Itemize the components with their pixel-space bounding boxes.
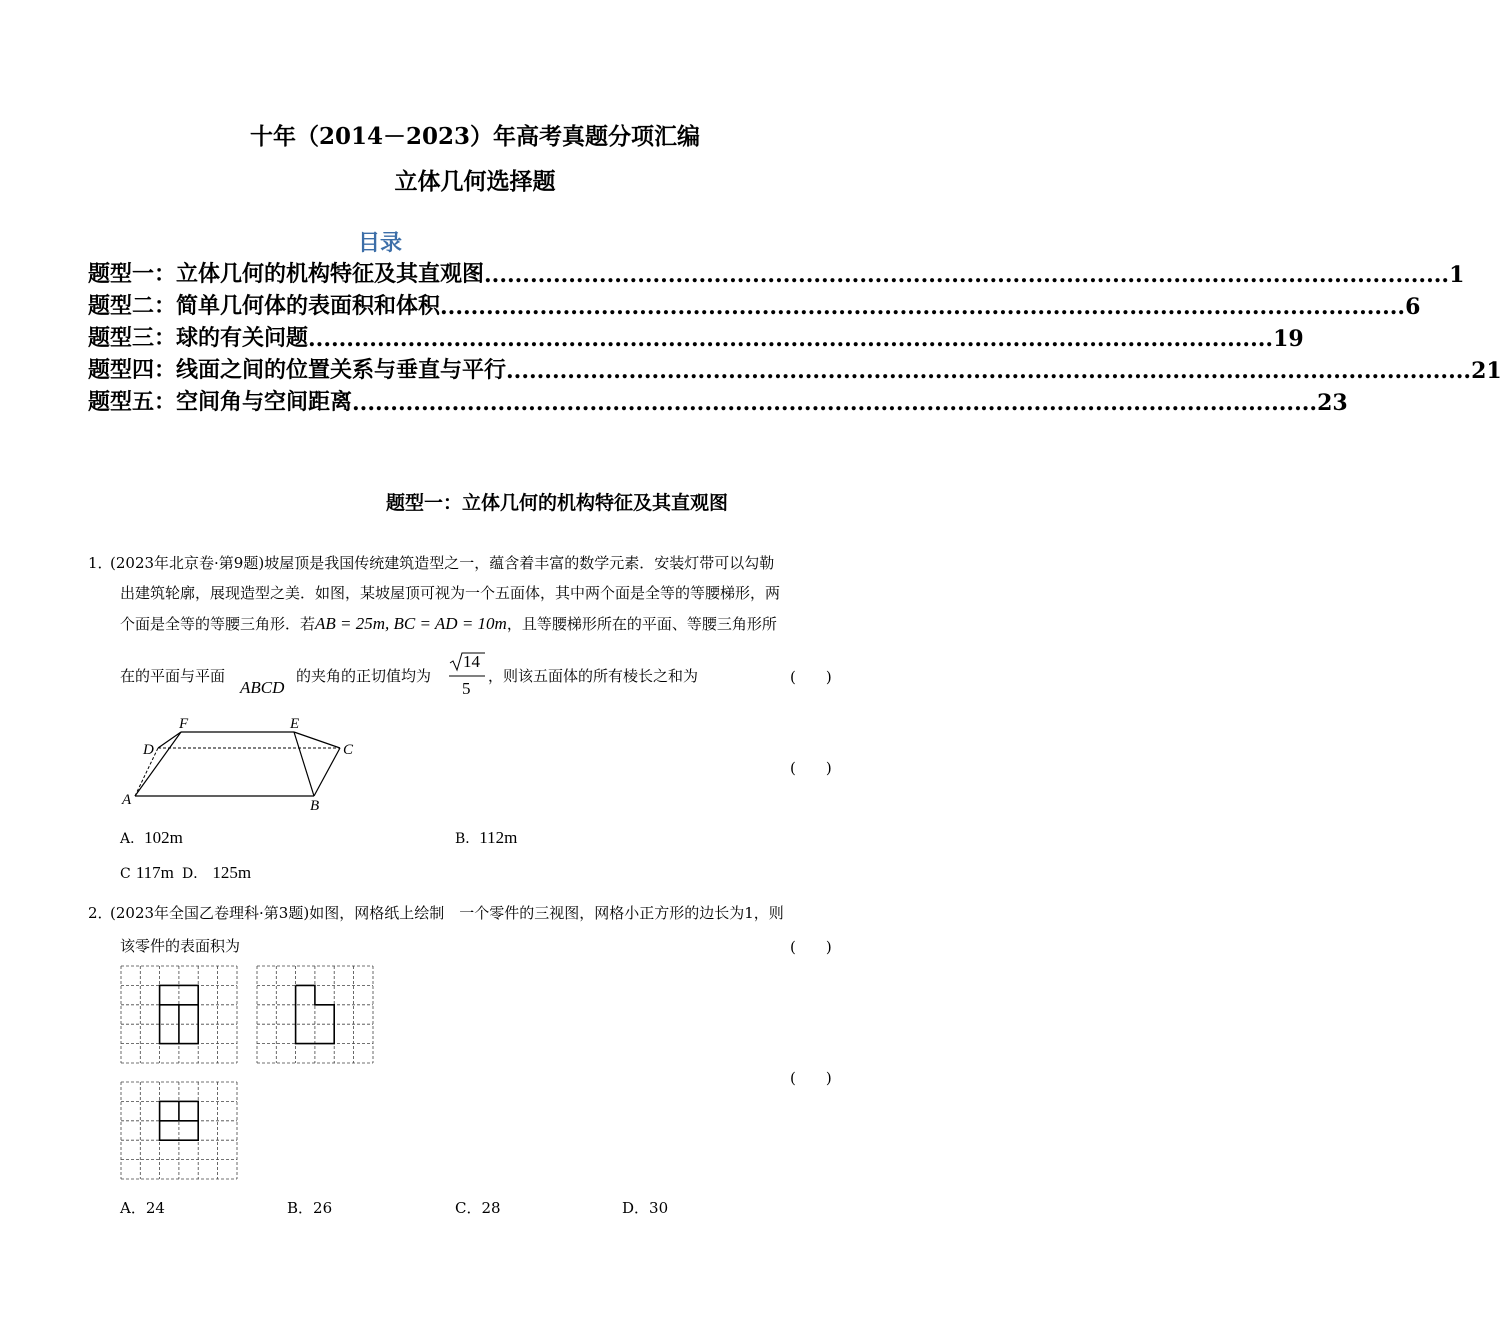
question-text-line: (2023年全国乙卷理科·第3题)如图，网格纸上绘制 一个零件的三视图，网格小正方形的边长为1，则 [110, 904, 784, 922]
toc-leader-dots: .............................................................................................................................. [352, 390, 1318, 416]
option-letter: B． [455, 831, 480, 847]
toc-item[interactable] [88, 352, 1502, 384]
question-text: ，且等腰梯形所在的平面、等腰三角形所 [506, 615, 777, 633]
option-c[interactable] [455, 1198, 501, 1218]
section-heading: 题型一：立体几何的机构特征及其直观图 [385, 492, 728, 514]
option-letter: C [120, 866, 131, 882]
toc-item-page: 1 [1449, 262, 1465, 288]
edge-EB [294, 732, 314, 796]
toc-item[interactable] [88, 320, 1304, 352]
side-view-grid [256, 965, 376, 1065]
top-view-grid [120, 1081, 240, 1181]
toc-leader-dots: .............................................................................................................................. [506, 358, 1472, 384]
option-letter: A． [120, 831, 145, 847]
question-number: 1． [88, 554, 113, 572]
document-subtitle: 立体几何选择题 [394, 168, 556, 195]
edge-AF [135, 732, 181, 796]
document-title: 十年（2014－2023）年高考真题分项汇编 [249, 123, 701, 150]
question-text: ，则该五面体的所有棱长之和为 [488, 667, 699, 685]
toc-item[interactable] [88, 256, 1465, 288]
front-view-grid [120, 965, 240, 1065]
fraction-denominator: 5 [462, 679, 471, 698]
question-text-line: 出建筑轮廓，展现造型之美．如图，某坡屋顶可视为一个五面体，其中两个面是全等的等腰梯形，两 [120, 584, 781, 602]
toc-item-page: 23 [1317, 390, 1348, 416]
option-value: 102m [144, 828, 183, 847]
toc-leader-dots: .............................................................................................................................. [484, 262, 1450, 288]
answer-paren: ( ) [790, 759, 832, 777]
vertex-label: D [143, 742, 154, 758]
question-text-line [120, 614, 777, 634]
question-text-line: (2023年北京卷·第9题)坡屋顶是我国传统建筑造型之一，蕴含着丰富的数学元素．安装灯带可以勾勒 [110, 554, 775, 572]
math-expression: ABCD [240, 678, 285, 697]
option-letter: C． [455, 1199, 482, 1217]
option-letter: D． [622, 1199, 650, 1217]
toc-leader-dots: .............................................................................................................................. [308, 326, 1274, 352]
question-text-line: 在的平面与平面 [120, 667, 226, 685]
answer-paren: ( ) [790, 1069, 832, 1087]
toc-heading: 目录 [357, 230, 402, 256]
option-c[interactable] [120, 863, 174, 883]
roof-figure [118, 712, 368, 814]
option-d[interactable] [622, 1198, 668, 1218]
option-b[interactable] [287, 1198, 332, 1218]
option-value: 24 [145, 1199, 165, 1217]
vertex-label: A [122, 792, 132, 808]
edge-EC [294, 732, 340, 748]
edge-BC [314, 748, 340, 796]
toc-item[interactable] [88, 288, 1421, 320]
vertex-label: F [179, 716, 189, 732]
question-text: 的夹角的正切值均为 [296, 667, 432, 685]
option-a[interactable] [120, 828, 183, 848]
toc-leader-dots: .............................................................................................................................. [440, 294, 1406, 320]
vertex-label: C [343, 742, 354, 758]
option-b[interactable] [455, 828, 517, 848]
vertex-label: E [290, 716, 300, 732]
fraction-numerator: 14 [463, 652, 480, 671]
toc-item-label: 题型五：空间角与空间距离 [88, 389, 353, 415]
toc-item-page: 6 [1405, 294, 1421, 320]
fraction [448, 650, 486, 702]
option-letter: D． [182, 866, 208, 882]
option-letter: B． [287, 1199, 314, 1217]
answer-paren: ( ) [790, 668, 832, 686]
question-number: 2． [88, 904, 113, 922]
option-a[interactable] [120, 1198, 165, 1218]
question-text-line: 该零件的表面积为 [120, 937, 241, 955]
edge-DF [158, 732, 181, 748]
option-letter: A． [120, 1199, 146, 1217]
question-text: 个面是全等的等腰三角形．若 [120, 615, 316, 633]
option-value: 28 [481, 1199, 501, 1217]
toc-item-page: 21 [1471, 358, 1502, 384]
toc-item-label: 题型一：立体几何的机构特征及其直观图 [88, 261, 485, 287]
option-d[interactable] [182, 863, 251, 883]
option-value: 117m [135, 863, 174, 882]
toc-item-label: 题型二：简单几何体的表面积和体积 [88, 293, 441, 319]
vertex-label: B [310, 798, 320, 814]
answer-paren: ( ) [790, 938, 832, 956]
option-value: 112m [479, 828, 518, 847]
option-value: 30 [649, 1199, 669, 1217]
toc-item-label: 题型四：线面之间的位置关系与垂直与平行 [88, 357, 507, 383]
option-value: 26 [313, 1199, 333, 1217]
toc-item[interactable] [88, 384, 1348, 416]
toc-item-page: 19 [1273, 326, 1304, 352]
math-expression: AB = 25m, BC = AD = 10m [315, 614, 507, 633]
toc-item-label: 题型三：球的有关问题 [88, 325, 309, 351]
option-value: 125m [212, 863, 252, 882]
